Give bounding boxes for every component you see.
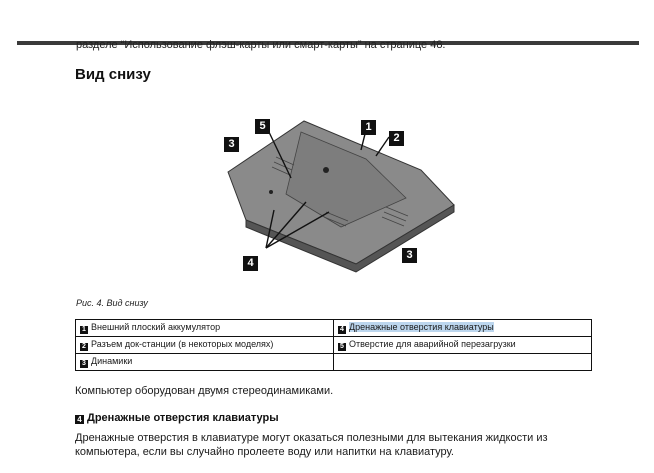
cut-off-text-line: разделе “Использование флэш-карты или смарт-карты” на странице 48. [76, 39, 446, 51]
legend-text-highlighted[interactable]: Дренажные отверстия клавиатуры [349, 322, 494, 332]
legend-number: 5 [338, 343, 346, 351]
legend-number: 3 [80, 360, 88, 368]
legend-text: Динамики [91, 356, 133, 366]
laptop-bottom-figure [216, 112, 466, 274]
legend-text: Разъем док-станции (в некоторых моделях) [91, 339, 274, 349]
laptop-bottom-illustration [216, 112, 466, 274]
legend-text: Отверстие для аварийной перезагрузки [349, 339, 516, 349]
legend-cell [334, 320, 592, 337]
legend-number: 2 [80, 343, 88, 351]
subheading-number: 4 [75, 415, 84, 424]
drain-paragraph-line-2: компьютера, если вы случайно пролеете воду или напитки на клавиатуру. [75, 446, 454, 458]
legend-cell [334, 337, 592, 354]
legend-text: Внешний плоский аккумулятор [91, 322, 221, 332]
drain-paragraph-line-1: Дренажные отверстия в клавиатуре могут оказаться полезными для вытекания жидкости из [75, 432, 548, 444]
legend-cell [76, 354, 334, 371]
callout-1: 1 [361, 120, 376, 135]
legend-cell [76, 337, 334, 354]
callout-4: 4 [243, 256, 258, 271]
speaker-paragraph: Компьютер оборудован двумя стереодинамиками. [75, 385, 334, 397]
section-heading: Вид снизу [75, 66, 151, 83]
drain-holes-subheading [75, 412, 279, 424]
legend-number: 1 [80, 326, 88, 334]
callout-3-right: 3 [402, 248, 417, 263]
subheading-text: Дренажные отверстия клавиатуры [87, 412, 279, 424]
legend-table [75, 319, 592, 371]
figure-caption: Рис. 4. Вид снизу [76, 298, 148, 308]
callout-3-left: 3 [224, 137, 239, 152]
callout-5: 5 [255, 119, 270, 134]
legend-cell-empty [334, 354, 592, 371]
legend-cell [76, 320, 334, 337]
callout-2: 2 [389, 131, 404, 146]
legend-number: 4 [338, 326, 346, 334]
